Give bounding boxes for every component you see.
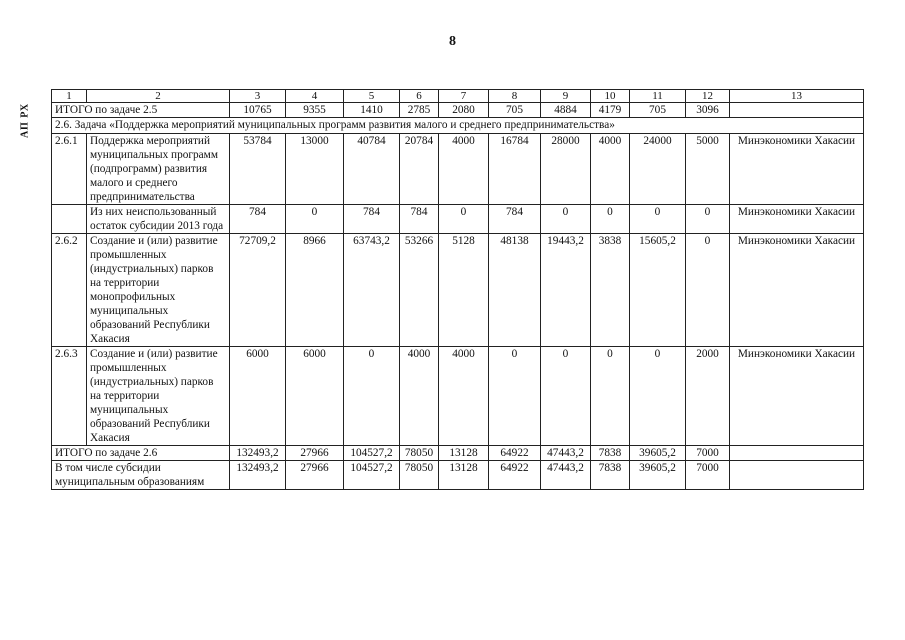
total-row-2-6 [52,446,864,461]
value-cell: 13000 [286,134,344,205]
value-cell: 13128 [439,446,489,461]
value-cell: 5000 [686,134,730,205]
header-cell: 1 [52,90,87,103]
value-cell: 5128 [439,234,489,347]
value-cell: 2785 [400,103,439,118]
executor-cell [730,461,864,490]
side-stamp: АП РХ [19,102,31,138]
value-cell: 24000 [630,134,686,205]
table-row [52,205,864,234]
total-row-2-5 [52,103,864,118]
page-number: 8 [449,34,456,49]
header-cell: 4 [286,90,344,103]
row-number: 2.6.1 [52,134,87,205]
value-cell: 72709,2 [230,234,286,347]
header-cell: 6 [400,90,439,103]
value-cell: 3838 [591,234,630,347]
header-cell: 5 [344,90,400,103]
value-cell: 64922 [489,461,541,490]
value-cell: 64922 [489,446,541,461]
header-cell: 7 [439,90,489,103]
value-cell: 0 [541,347,591,446]
value-cell: 0 [541,205,591,234]
value-cell: 2080 [439,103,489,118]
row-label: Создание и (или) развитие промышленных (индустриальных) парков на территории муниципальных образований Республики Хакасия [87,347,230,446]
value-cell: 784 [400,205,439,234]
executor-cell: Минэкономики Хакасии [730,205,864,234]
executor-cell: Минэкономики Хакасии [730,347,864,446]
value-cell: 6000 [230,347,286,446]
value-cell: 19443,2 [541,234,591,347]
row-number: 2.6.3 [52,347,87,446]
value-cell: 40784 [344,134,400,205]
value-cell: 705 [489,103,541,118]
value-cell: 3096 [686,103,730,118]
section-title: 2.6. Задача «Поддержка мероприятий муниципальных программ развития малого и среднего предпринимательства» [52,118,864,134]
value-cell: 7000 [686,461,730,490]
value-cell: 78050 [400,446,439,461]
value-cell: 705 [630,103,686,118]
value-cell: 4179 [591,103,630,118]
value-cell: 10765 [230,103,286,118]
value-cell: 53784 [230,134,286,205]
table-row [52,234,864,347]
value-cell: 4884 [541,103,591,118]
value-cell: 27966 [286,446,344,461]
header-cell: 13 [730,90,864,103]
value-cell: 104527,2 [344,461,400,490]
row-number: 2.6.2 [52,234,87,347]
value-cell: 784 [489,205,541,234]
value-cell: 0 [286,205,344,234]
value-cell: 39605,2 [630,446,686,461]
value-cell: 20784 [400,134,439,205]
value-cell: 4000 [439,134,489,205]
header-cell: 11 [630,90,686,103]
value-cell: 0 [686,205,730,234]
value-cell: 47443,2 [541,446,591,461]
row-label: ИТОГО по задаче 2.5 [52,103,230,118]
value-cell: 7838 [591,461,630,490]
value-cell: 104527,2 [344,446,400,461]
value-cell: 39605,2 [630,461,686,490]
value-cell: 132493,2 [230,461,286,490]
value-cell: 48138 [489,234,541,347]
value-cell: 4000 [591,134,630,205]
executor-cell: Минэкономики Хакасии [730,234,864,347]
value-cell: 15605,2 [630,234,686,347]
value-cell: 132493,2 [230,446,286,461]
value-cell: 6000 [286,347,344,446]
value-cell: 0 [686,234,730,347]
value-cell: 4000 [400,347,439,446]
section-row [52,118,864,134]
value-cell: 13128 [439,461,489,490]
row-label: В том числе субсидии муниципальным образованиям [52,461,230,490]
table-row [52,347,864,446]
executor-cell [730,446,864,461]
value-cell: 27966 [286,461,344,490]
header-cell: 12 [686,90,730,103]
subsidies-row [52,461,864,490]
value-cell: 47443,2 [541,461,591,490]
value-cell: 16784 [489,134,541,205]
value-cell: 53266 [400,234,439,347]
value-cell: 63743,2 [344,234,400,347]
header-cell: 2 [87,90,230,103]
value-cell: 784 [230,205,286,234]
value-cell: 8966 [286,234,344,347]
value-cell: 0 [630,205,686,234]
value-cell: 784 [344,205,400,234]
value-cell: 0 [489,347,541,446]
value-cell: 1410 [344,103,400,118]
value-cell: 7000 [686,446,730,461]
table-row [52,134,864,205]
value-cell: 0 [439,205,489,234]
value-cell: 9355 [286,103,344,118]
value-cell: 78050 [400,461,439,490]
value-cell: 28000 [541,134,591,205]
value-cell: 2000 [686,347,730,446]
value-cell: 7838 [591,446,630,461]
executor-cell: Минэкономики Хакасии [730,134,864,205]
value-cell: 0 [591,205,630,234]
value-cell: 0 [344,347,400,446]
header-cell: 3 [230,90,286,103]
row-label: Из них неиспользованный остаток субсидии 2013 года [87,205,230,234]
row-label: ИТОГО по задаче 2.6 [52,446,230,461]
header-cell: 9 [541,90,591,103]
value-cell: 4000 [439,347,489,446]
header-cell: 8 [489,90,541,103]
row-number [52,205,87,234]
row-label: Поддержка мероприятий муниципальных программ (подпрограмм) развития малого и среднего предпринимательства [87,134,230,205]
row-label: Создание и (или) развитие промышленных (индустриальных) парков на территории монопрофильных муниципальных образований Республики Хакасия [87,234,230,347]
value-cell: 0 [630,347,686,446]
executor-cell [730,103,864,118]
header-cell: 10 [591,90,630,103]
budget-table [51,89,864,490]
value-cell: 0 [591,347,630,446]
header-row [52,90,864,103]
